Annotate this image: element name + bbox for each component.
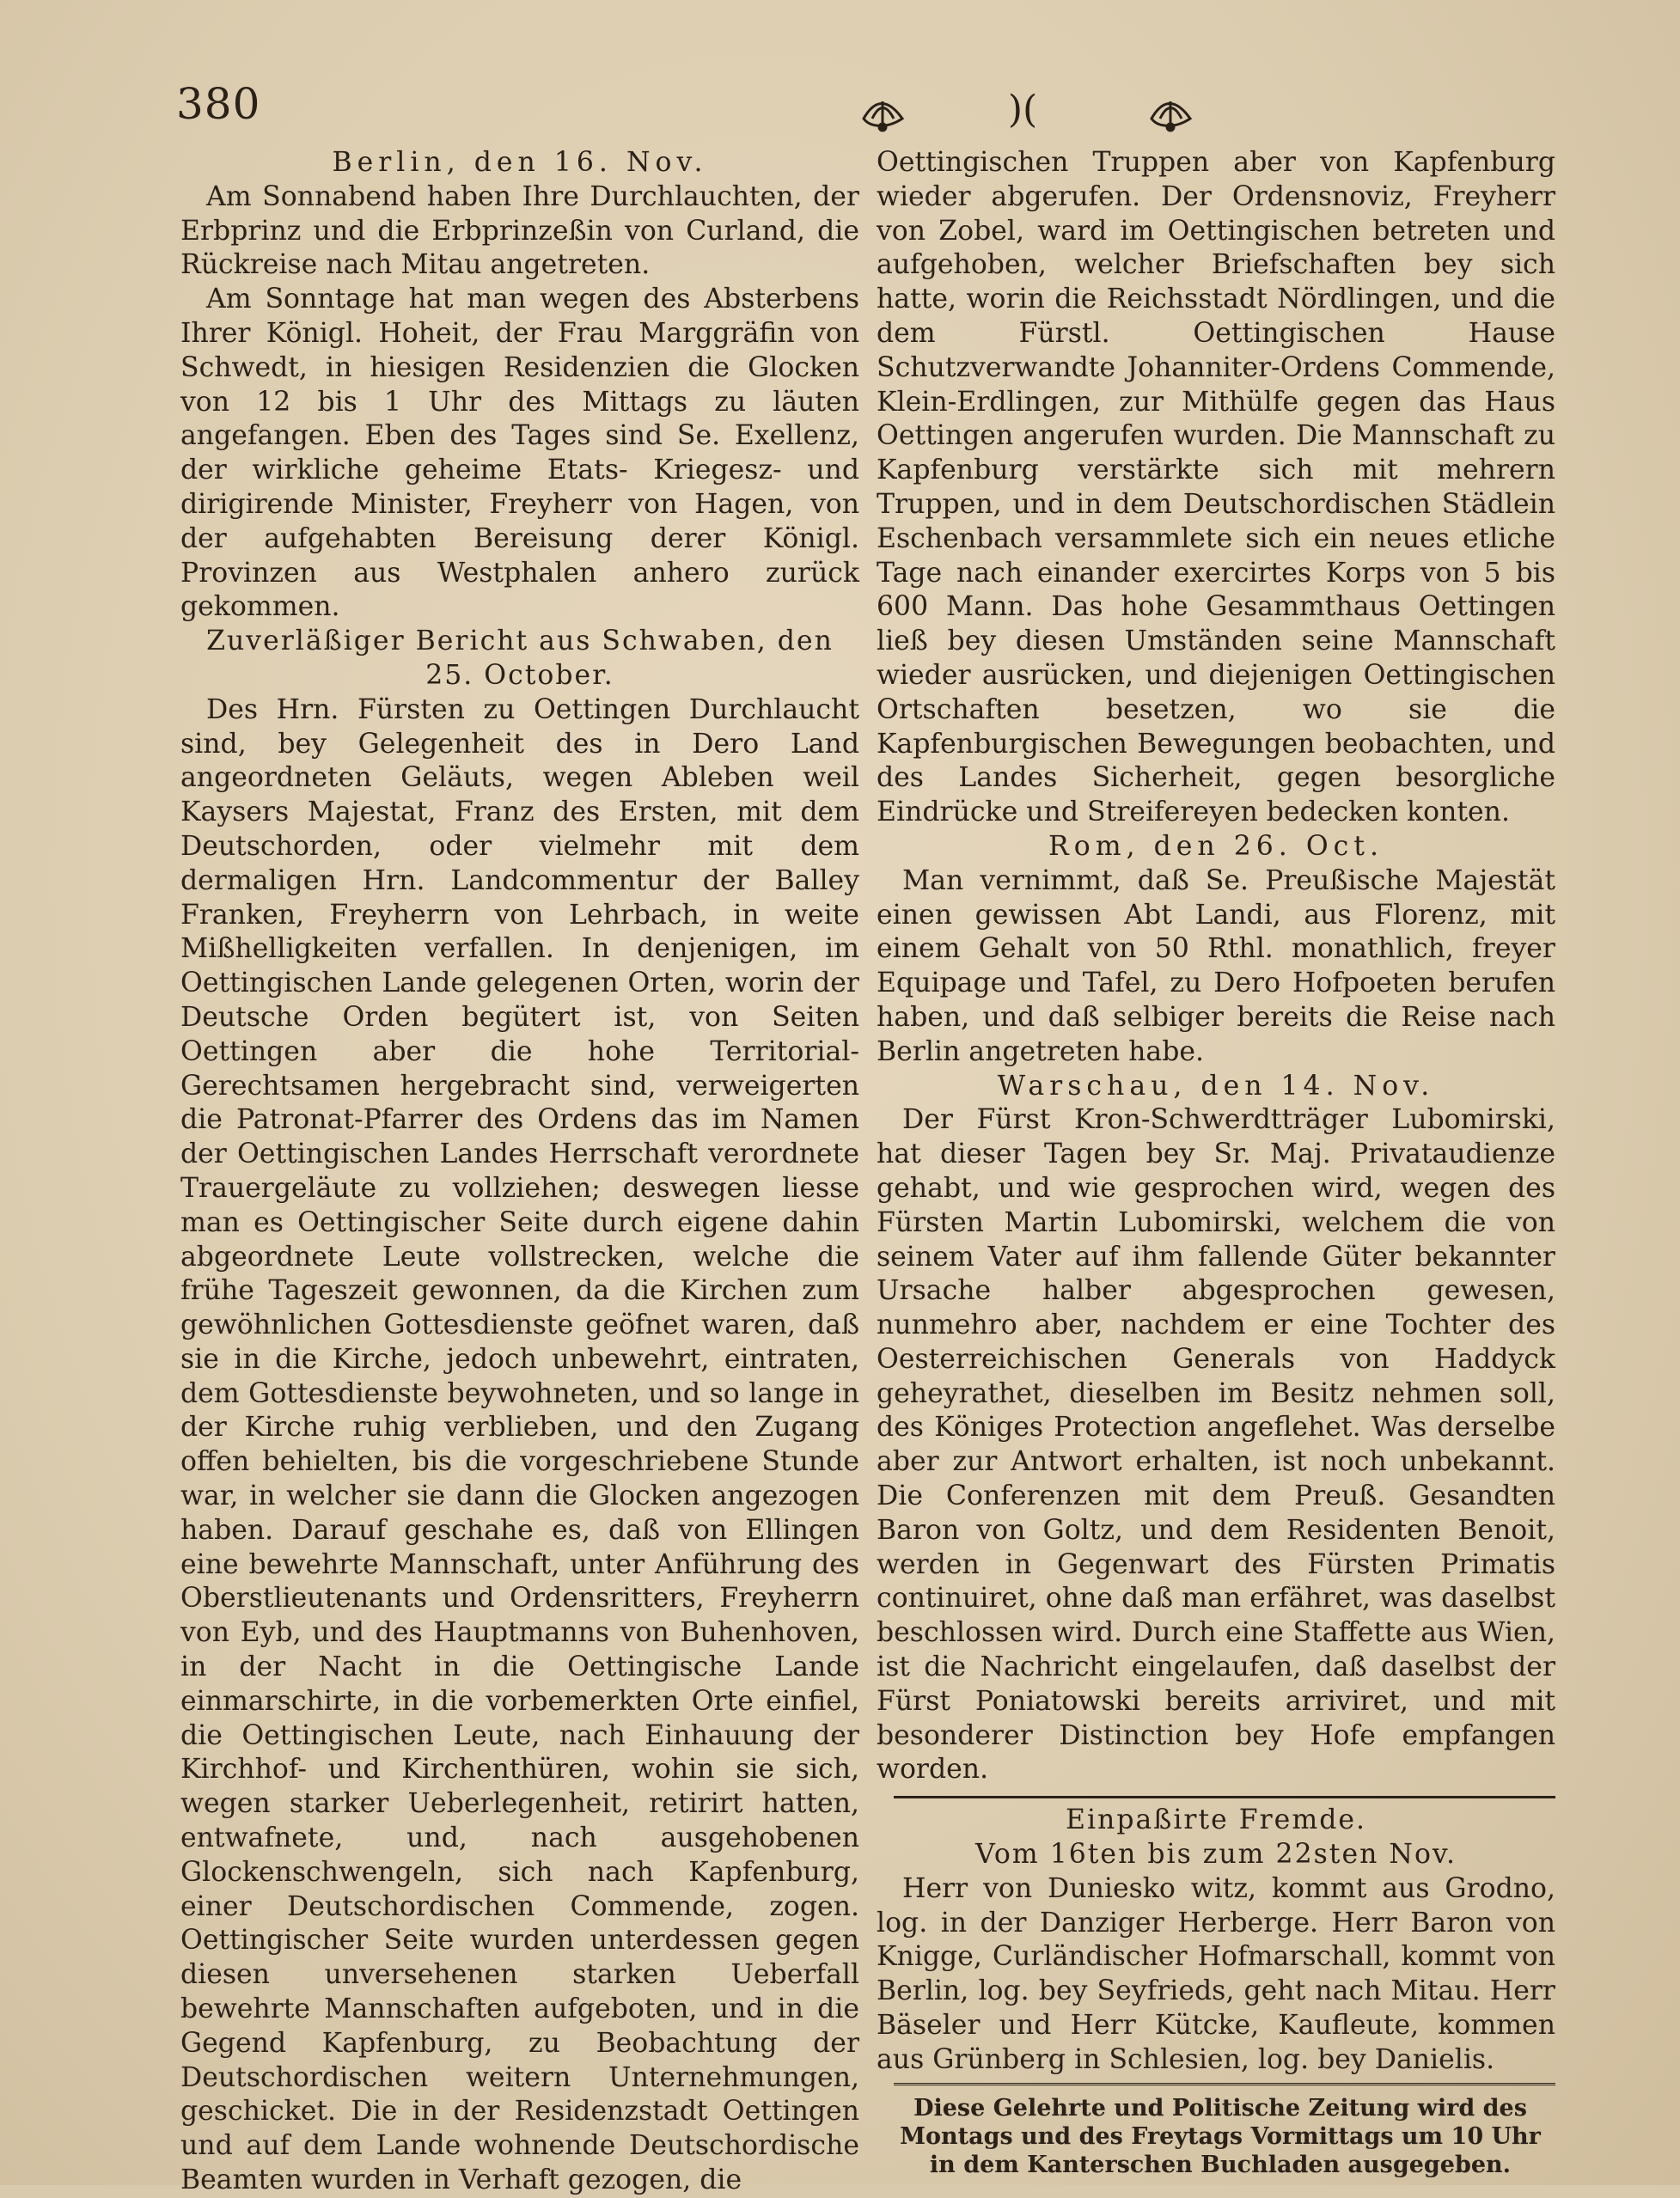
colophon-rule <box>894 2083 1555 2089</box>
fremde-heading: Einpaßirte Fremde. <box>1065 1804 1367 1836</box>
page-header <box>176 79 1525 139</box>
berlin-dateline: Berlin, den 16. Nov. <box>332 147 708 178</box>
fremde-paragraph-1: Herr von Duniesko witz, kommt aus Grodno, log. in der Danziger Herberge. Herr Baron von Knigge, Curländischer Hofmarschall, kommt von Berlin, log. bey Seyfrieds, geht nach Mitau. Herr Bäseler und Herr Kütcke, Kaufleute, kommen aus Grünberg in Schlesien, log. bey Danielis. <box>877 1872 1555 2075</box>
schwaben-heading-line-2: 25. October. <box>425 659 614 691</box>
rom-paragraph-1: Man vernimmt, daß Se. Preußische Majestät einen gewissen Abt Landi, aus Florenz, mit einem Gehalt von 50 Rthl. monathlich, freyer Equipage und Tafel, zu Dero Hofpoeten berufen haben, und daß selbiger bereits die Reise nach Berlin angetreten habe. <box>877 864 1555 1067</box>
left-shell-ornament-icon <box>864 101 902 131</box>
right-shell-ornament-icon <box>1152 101 1190 131</box>
warschau-paragraph-1: Der Fürst Kron-Schwerdtträger Lubomirski, hat dieser Tagen bey Sr. Maj. Privataudienze gehabt, und wie gesprochen wird, wegen des Fürsten Martin Lubomirski, welchem die von seinem Vater auf ihm fallende Güter bekannter Ursache halber abgesprochen gewesen, nunmehro aber, nachdem er eine Tochter des Oesterreichischen Generals von Haddyck geheyrathet, dieselben im Besitz nehmen soll, des Königes Protection angeflehet. Was derselbe aber zur Antwort erhalten, ist noch unbekannt. Die Conferenzen mit dem Preuß. Gesandten Baron von Goltz, und dem Residenten Benoit, werden in Gegenwart des Fürsten Primatis continuiret, ohne daß man erfähret, was daselbst beschlossen wird. Durch eine Staffette aus Wien, ist die Nachricht eingelaufen, daß daselbst der Fürst Poniatowski bereits arriviret, und mit besonderer Distinction bey Hofe empfangen worden. <box>877 1104 1555 1786</box>
fremde-subheading: Vom 16ten bis zum 22sten Nov. <box>974 1839 1457 1871</box>
schwaben-continued: Oettingischen Truppen aber von Kapfenburg wieder abgerufen. Der Ordensnoviz, Freyherr von Zobel, ward im Oettingischen betreten und aufgehoben, welcher Briefschaften bey sich hatte, worin die Reichsstadt Nördlingen, und die dem Fürstl. Oettingischen Hause Schutzverwandte Johanniter-Ordens Commende, Klein-Erdlingen, zur Mithülfe gegen das Haus Oettingen angerufen wurden. Die Mannschaft zu Kapfenburg verstärkte sich mit mehrern Truppen, und in dem Deutschordischen Städlein Eschenbach versammlete sich ein neues etliche Tage nach einander exercirtes Korps von 5 bis 600 Mann. Das hohe Gesammthaus Oettingen ließ bey diesen Umständen seine Mannschaft wieder ausrücken, und diejenigen Oettingischen Ortschaften besetzen, wo sie die Kapfenburgischen Bewegungen beobachten, und des Landes Sicherheit, gegen besorgliche Eindrücke und Streifereyen bedecken konten. <box>877 147 1555 828</box>
berlin-paragraph-2: Am Sonntage hat man wegen des Absterbens Ihrer Königl. Hoheit, der Frau Marggräfin von Schwedt, in hiesigen Residenzien die Glocken von 12 bis 1 Uhr des Mittags zu läuten angefangen. Eben des Tages sind Se. Exellenz, der wirkliche geheime Etats- Kriegesz- und dirigirende Minister, Freyherr von Hagen, von der aufgehabten Bereisung derer Königl. Provinzen aus Westphalen anhero zurück gekommen. <box>180 284 859 623</box>
rom-dateline: Rom, den 26. Oct. <box>1048 830 1384 862</box>
ornament-glyph: )( <box>1007 88 1038 131</box>
colophon: Diese Gelehrte und Politische Zeitung wird des Montags und des Freytags Vormittags um 10 Uhr in dem Kanterschen Buchladen ausgegeben. <box>900 2094 1541 2178</box>
schwaben-paragraph-1: Des Hrn. Fürsten zu Oettingen Durchlaucht sind, bey Gelegenheit des in Dero Land angeordneten Geläuts, wegen Ableben weil Kaysers Majestat, Franz des Ersten, mit dem Deutschorden, oder vielmehr mit dem dermaligen Hrn. Landcommentur der Balley Franken, Freyherrn von Lehrbach, in weite Mißhelligkeiten verfallen. In denjenigen, im Oettingischen Lande gelegenen Orten, worin der Deutsche Orden begütert ist, von Seiten Oettingen aber die hohe Territorial-Gerechtsamen hergebracht sind, verweigerten die Patronat-Pfarrer des Ordens das im Namen der Oettingischen Landes Herrschaft verordnete Trauergeläute zu vollziehen; deswegen liesse man es Oettingischer Seite durch eigene dahin abgeordnete Leute vollstrecken, welche die frühe Tageszeit gewonnen, da die Kirchen zum gewöhnlichen Gottesdienste geöfnet waren, daß sie in die Kirche, jedoch unbewehrt, eintraten, dem Gottesdienste beywohneten, und so lange in der Kirche ruhig verblieben, und den Zugang offen behielten, bis die vorgeschriebene Stunde war, in welcher sie dann die Glocken angezogen haben. Darauf geschahe es, daß von Ellingen eine bewehrte Mannschaft, unter Anführung des Oberstlieutenants und Ordensritters, Freyherrn von Eyb, und des Hauptmanns von Buhenhoven, in der Nacht in die Oettingische Lande einmarschirte, in die vorbemerkten Orte einfiel, die Oettingischen Leute, nach Einhauung der Kirchhof- und Kirchenthüren, wohin sie sich, wegen starker Ueberlegenheit, retirirt hatten, entwafnete, und, nach ausgehobenen Glockenschwengeln, sich nach Kapfenburg, einer Deutschordischen Commende, zogen. Oettingischer Seite wurden unterdessen gegen diesen unversehenen starken Ueberfall bewehrte Mannschaften aufgeboten, und in die Gegend Kapfenburg, zu Beobachtung der Deutschordischen weitern Unternehmungen, geschicket. Die in der Residenzstadt Oettingen und auf dem Lande wohnende Deutschordische Beamten wurden in Verhaft gezogen, die <box>180 693 859 2196</box>
left-column <box>180 146 859 2198</box>
warschau-dateline: Warschau, den 14. Nov. <box>997 1070 1435 1102</box>
section-rule <box>894 1796 1555 1798</box>
header-ornament <box>855 84 1216 136</box>
schwaben-heading-line-1: Zuverläßiger Bericht aus Schwaben, den <box>206 626 834 657</box>
berlin-paragraph-1: Am Sonnabend haben Ihre Durchlauchten, der Erbprinz und die Erbprinzeßin von Curland, die Rückreise nach Mitau angetreten. <box>180 180 859 281</box>
page-number: 380 <box>176 79 261 129</box>
right-column <box>877 146 1555 2179</box>
